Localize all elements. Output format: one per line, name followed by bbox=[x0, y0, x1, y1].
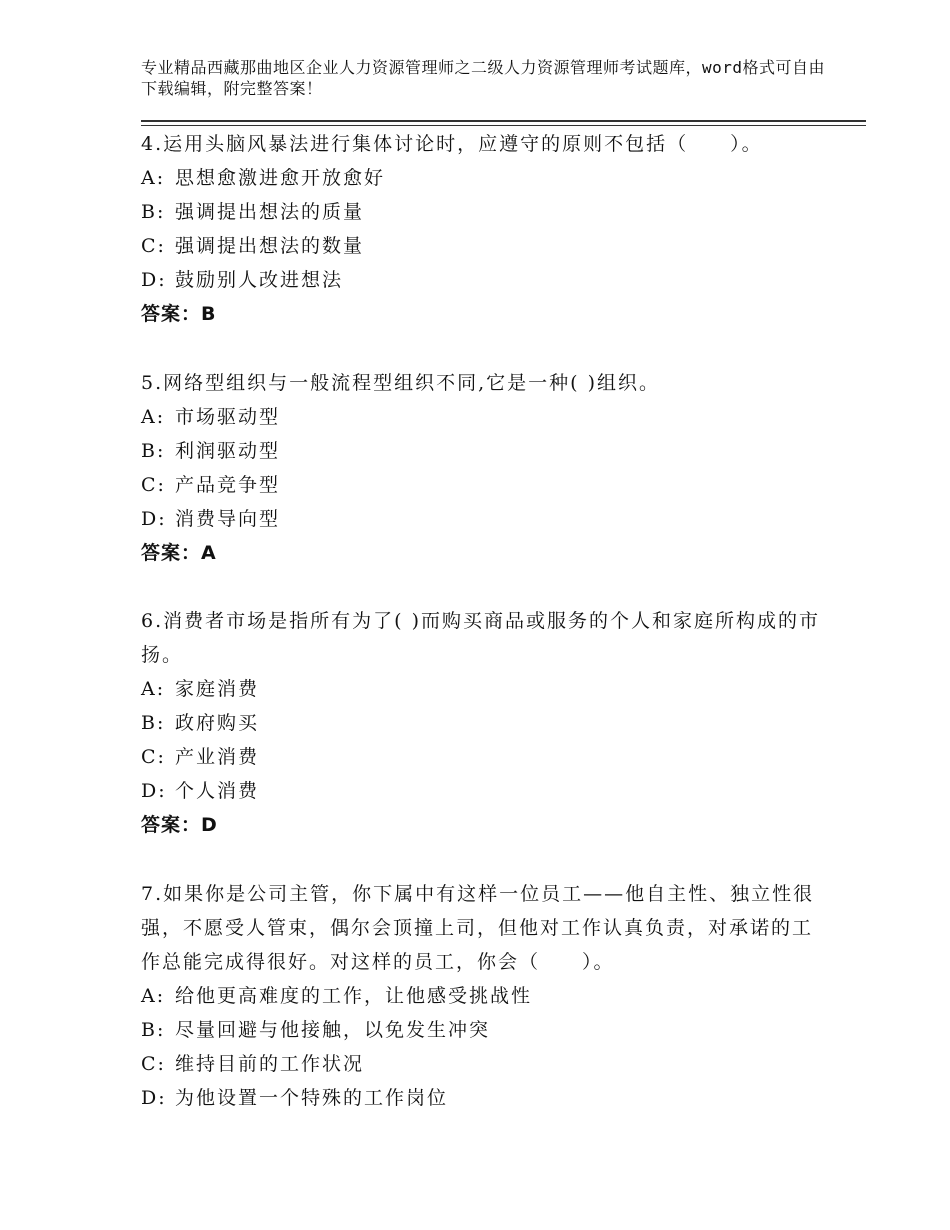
answer-label: 答案：B bbox=[141, 303, 217, 325]
answer-label: 答案：A bbox=[141, 542, 217, 564]
option-text: 思想愈激进愈开放愈好 bbox=[175, 167, 386, 189]
option-b bbox=[141, 1013, 821, 1047]
question-4 bbox=[141, 127, 821, 331]
option-d bbox=[141, 502, 821, 536]
option-text: 政府购买 bbox=[175, 712, 260, 734]
option-letter: C: bbox=[141, 235, 166, 257]
option-c bbox=[141, 740, 821, 774]
question-7 bbox=[141, 877, 821, 1115]
option-d bbox=[141, 774, 821, 808]
option-letter: C: bbox=[141, 746, 166, 768]
option-letter: C: bbox=[141, 1053, 166, 1075]
option-letter: B: bbox=[141, 440, 166, 462]
option-text: 强调提出想法的质量 bbox=[175, 201, 365, 223]
question-6 bbox=[141, 604, 821, 842]
option-text: 维持目前的工作状况 bbox=[175, 1053, 365, 1075]
option-c bbox=[141, 1047, 821, 1081]
question-text: 4.运用头脑风暴法进行集体讨论时，应遵守的原则不包括（ ）。 bbox=[141, 133, 763, 155]
option-text: 家庭消费 bbox=[175, 678, 260, 700]
option-letter: B: bbox=[141, 712, 166, 734]
option-b bbox=[141, 195, 821, 229]
option-letter: A: bbox=[141, 678, 166, 700]
option-text: 产业消费 bbox=[175, 746, 260, 768]
option-letter: D: bbox=[141, 269, 167, 291]
option-b bbox=[141, 706, 821, 740]
option-a bbox=[141, 400, 821, 434]
option-a bbox=[141, 979, 821, 1013]
option-letter: A: bbox=[141, 406, 166, 428]
option-text: 鼓励别人改进想法 bbox=[175, 269, 344, 291]
option-text: 消费导向型 bbox=[175, 508, 281, 530]
question-text: 6.消费者市场是指所有为了( )而购买商品或服务的个人和家庭所构成的市扬。 bbox=[141, 610, 820, 666]
answer-label: 答案：D bbox=[141, 814, 218, 836]
question-5 bbox=[141, 366, 821, 570]
option-c bbox=[141, 468, 821, 502]
page-header: 专业精品西藏那曲地区企业人力资源管理师之二级人力资源管理师考试题库，word格式可自由下载编辑，附完整答案！ bbox=[141, 58, 826, 98]
option-letter: D: bbox=[141, 508, 167, 530]
option-letter: C: bbox=[141, 474, 166, 496]
option-a bbox=[141, 672, 821, 706]
option-text: 尽量回避与他接触，以免发生冲突 bbox=[175, 1019, 491, 1041]
option-letter: A: bbox=[141, 985, 166, 1007]
option-c bbox=[141, 229, 821, 263]
option-a bbox=[141, 161, 821, 195]
option-letter: B: bbox=[141, 201, 166, 223]
option-letter: D: bbox=[141, 1087, 167, 1109]
option-letter: A: bbox=[141, 167, 166, 189]
option-d bbox=[141, 263, 821, 297]
option-letter: D: bbox=[141, 780, 167, 802]
option-text: 强调提出想法的数量 bbox=[175, 235, 365, 257]
option-b bbox=[141, 434, 821, 468]
option-text: 市场驱动型 bbox=[175, 406, 281, 428]
option-d bbox=[141, 1081, 821, 1115]
question-text: 7.如果你是公司主管，你下属中有这样一位员工——他自主性、独立性很强，不愿受人管束，偶尔会顶撞上司，但他对工作认真负责，对承诺的工作总能完成得很好。对这样的员工，你会（ ）。 bbox=[141, 883, 815, 973]
header-rule-thin bbox=[141, 125, 866, 126]
header-rule-thick bbox=[141, 120, 866, 122]
option-text: 利润驱动型 bbox=[175, 440, 281, 462]
option-text: 个人消费 bbox=[175, 780, 260, 802]
option-text: 为他设置一个特殊的工作岗位 bbox=[175, 1087, 449, 1109]
option-text: 产品竞争型 bbox=[175, 474, 281, 496]
question-text: 5.网络型组织与一般流程型组织不同,它是一种( )组织。 bbox=[141, 372, 661, 394]
option-letter: B: bbox=[141, 1019, 166, 1041]
option-text: 给他更高难度的工作，让他感受挑战性 bbox=[175, 985, 533, 1007]
